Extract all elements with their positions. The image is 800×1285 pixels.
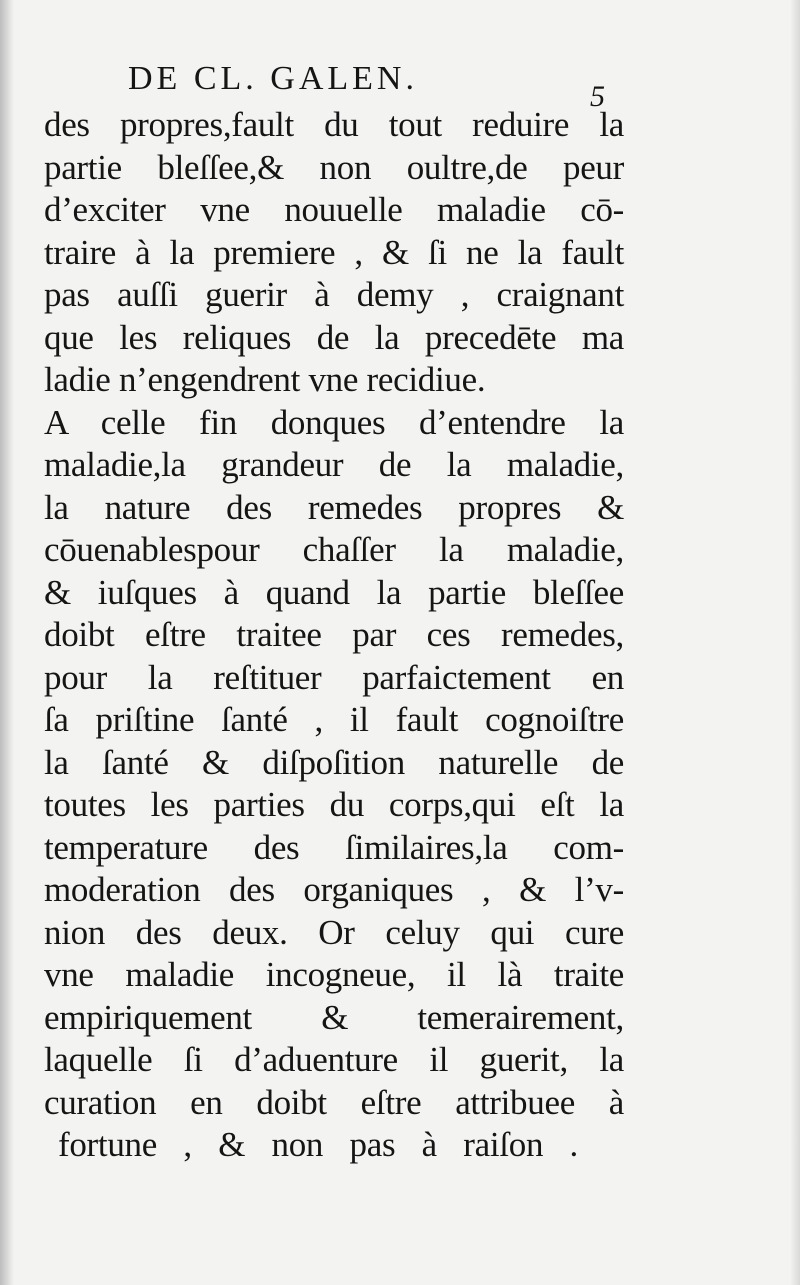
text-line: A celle fin donques d’entendre la xyxy=(44,402,624,442)
text-line: partie bleſſee,& non oultre,de peur xyxy=(44,147,624,187)
text-line: nion des deux. Or celuy qui cure xyxy=(44,912,624,952)
text-line: laquelle ſi d’aduenture il guerit, la xyxy=(44,1040,624,1079)
text-line: empiriquement & temerairement, xyxy=(44,997,624,1037)
text-line: la nature des remedes propres & xyxy=(44,487,624,527)
body-text xyxy=(44,104,624,1167)
text-line: pour la reſtituer parfaictement en xyxy=(44,657,624,697)
text-line: temperature des ſimilaires,la com- xyxy=(44,827,624,867)
text-line: toutes les parties du corps,qui eſt la xyxy=(44,785,624,824)
text-line: fortune , & non pas à raiſon . xyxy=(58,1125,578,1164)
running-head: DE CL. GALEN. xyxy=(128,60,418,97)
text-line: pas auſſi guerir à demy , craignant xyxy=(44,275,624,314)
text-line: que les reliques de la precedēte ma xyxy=(44,317,624,357)
page-number: 5 xyxy=(590,80,605,113)
text-line: ladie n’engendrent vne recidiue. xyxy=(44,360,486,399)
text-line: traire à la premiere , & ſi ne la fault xyxy=(44,232,624,272)
text-line: la ſanté & diſpoſition naturelle de xyxy=(44,742,624,782)
text-line: doibt eſtre traitee par ces remedes, xyxy=(44,615,624,654)
text-line: maladie,la grandeur de la maladie, xyxy=(44,445,624,484)
text-line: curation en doibt eſtre attribuee à xyxy=(44,1082,624,1122)
text-line: ſa priſtine ſanté , il fault cognoiſtre xyxy=(44,700,624,739)
text-line: cōuenablespour chaſſer la maladie, xyxy=(44,530,624,569)
text-line: moderation des organiques , & l’v- xyxy=(44,870,624,909)
text-line: d’exciter vne nouuelle maladie cō- xyxy=(44,190,624,229)
text-line: & iuſques à quand la partie bleſſee xyxy=(44,572,624,612)
page-edge xyxy=(790,0,800,1285)
text-line: des propres,fault du tout reduire la xyxy=(44,105,624,144)
gutter-shadow xyxy=(0,0,14,1285)
text-line: vne maladie incogneue, il là traite xyxy=(44,955,624,994)
